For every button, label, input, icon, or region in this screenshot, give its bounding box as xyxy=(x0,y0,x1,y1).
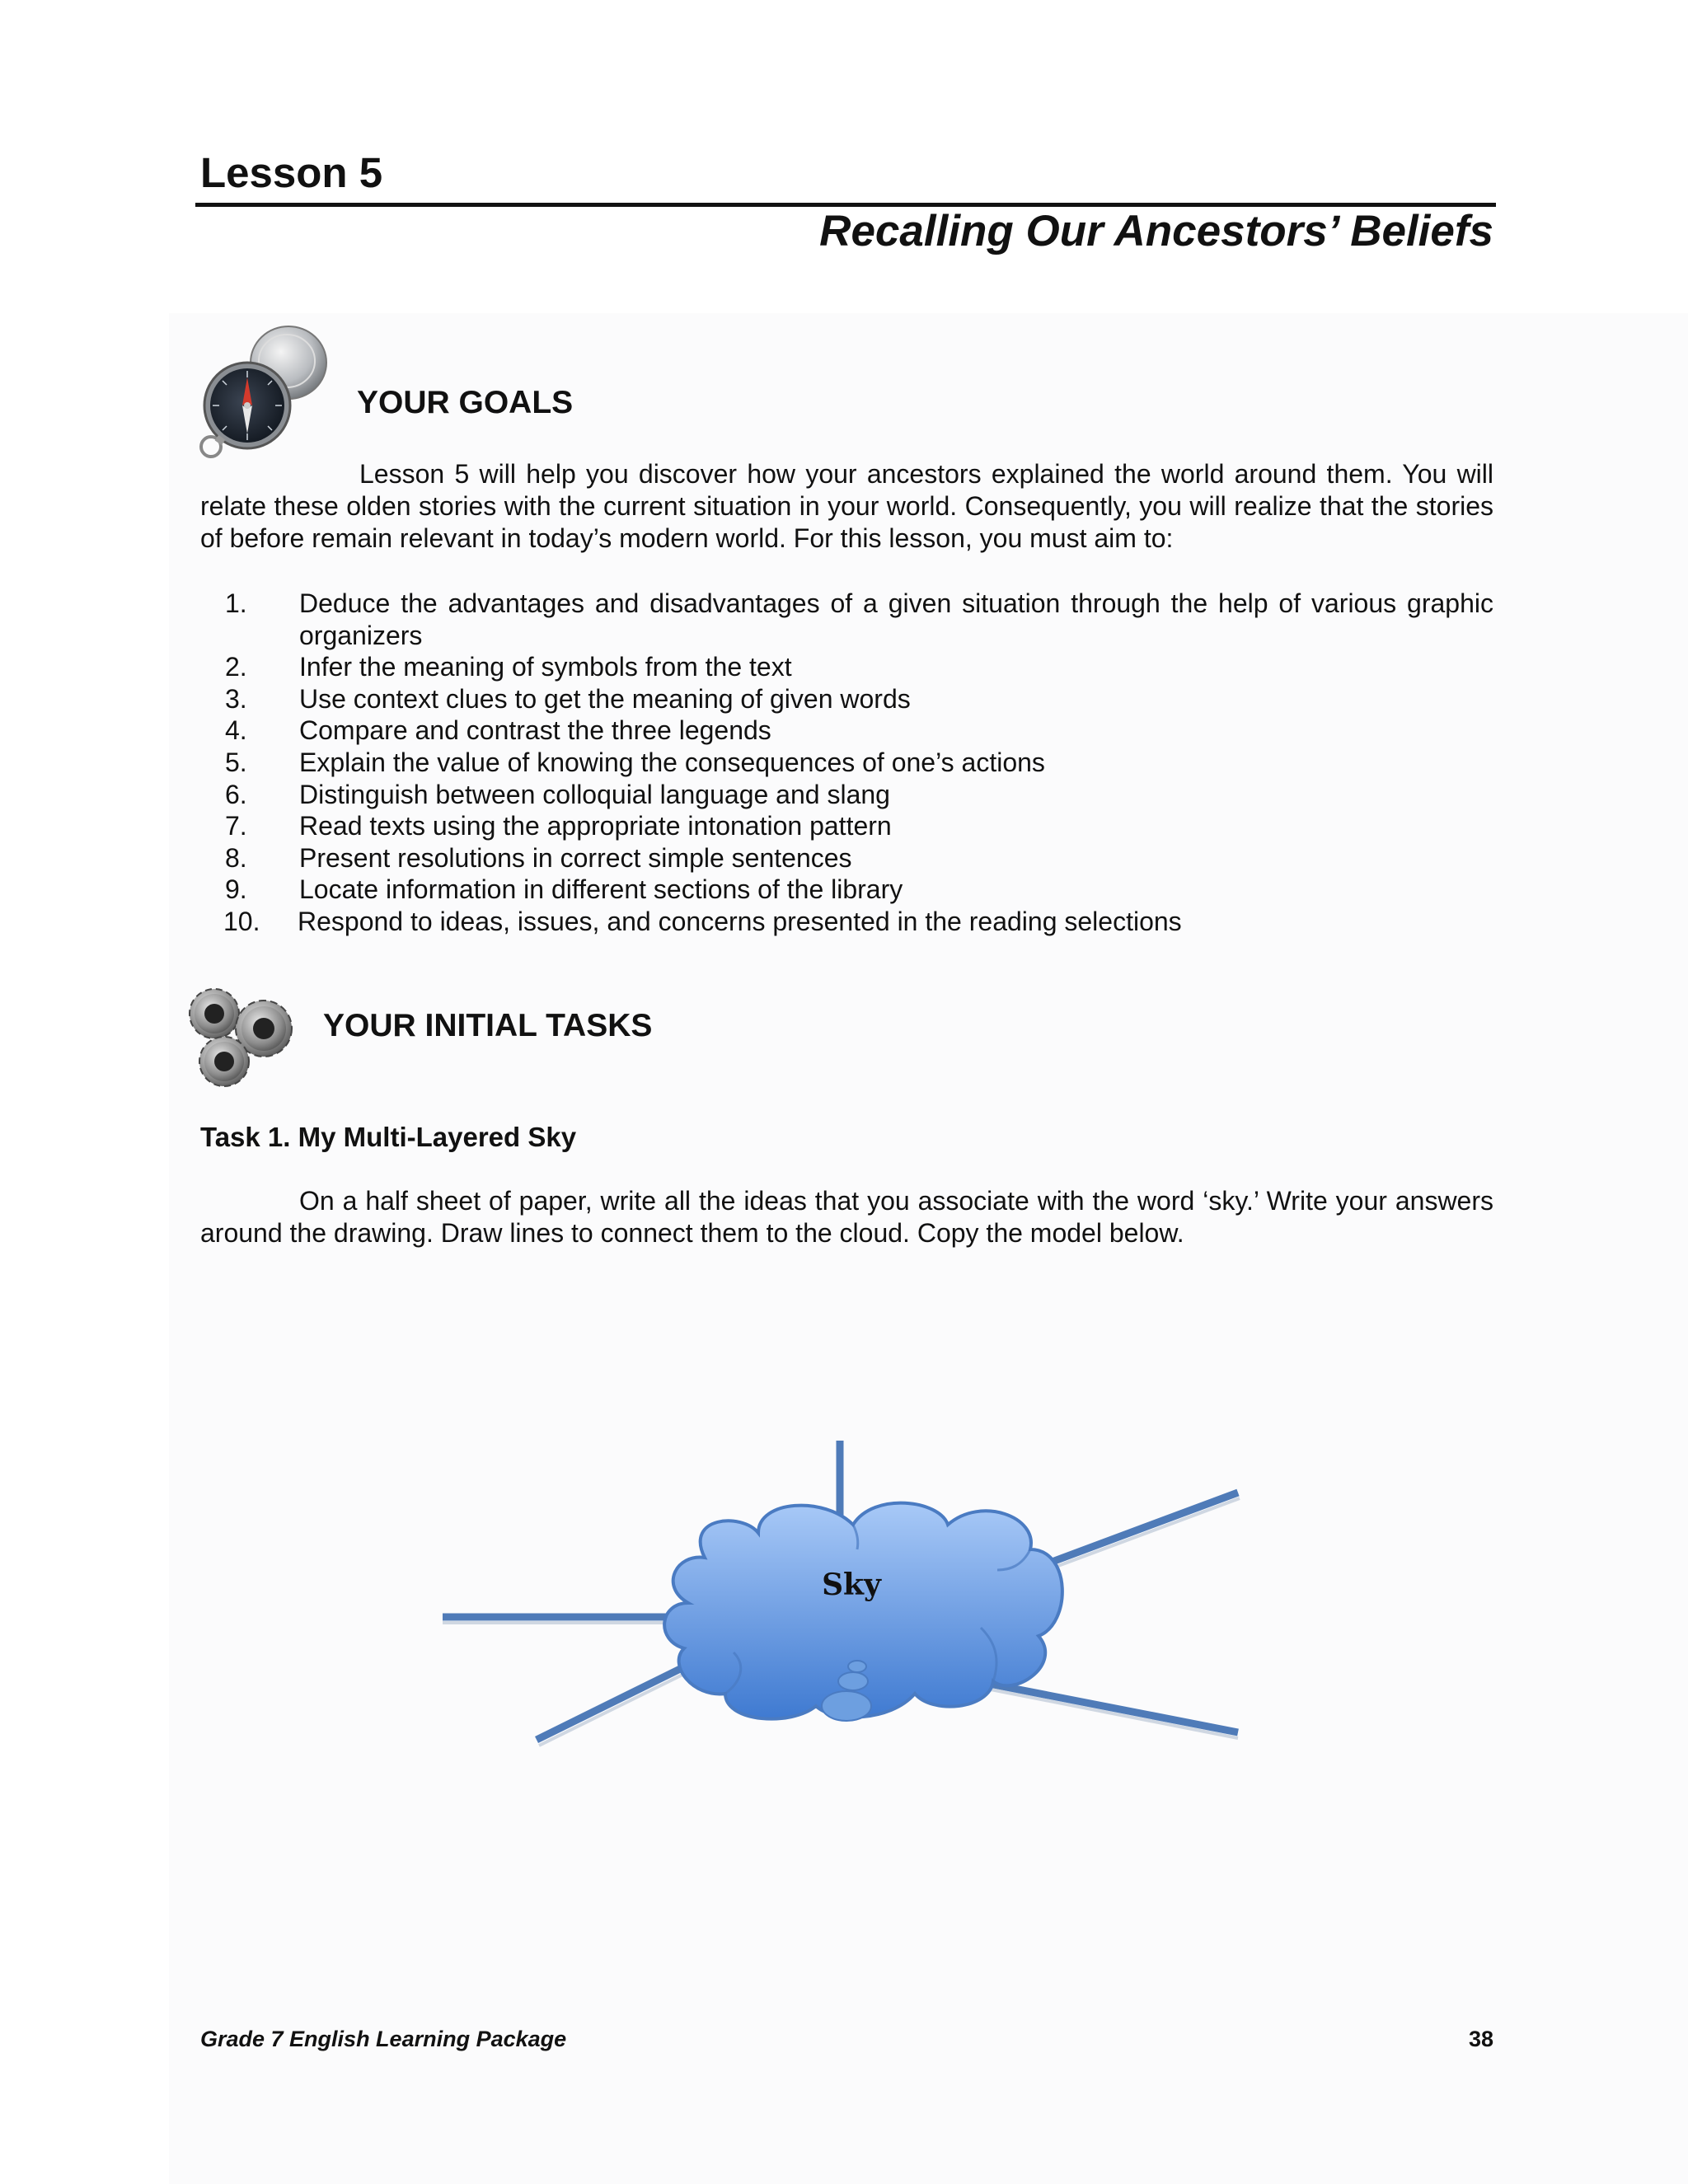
list-item: 4. Compare and contrast the three legends xyxy=(225,715,771,746)
list-item: 8. Present resolutions in correct simple sentences xyxy=(225,842,852,873)
list-item: 1. Deduce the advantages and disadvantages of a given situation through the help of various graphic organizers xyxy=(225,588,1493,650)
lesson-label: Lesson 5 xyxy=(200,149,383,196)
connector-line xyxy=(1041,1493,1238,1566)
list-item: 6. Distinguish between colloquial language and slang xyxy=(225,779,890,809)
list-item: 3. Use context clues to get the meaning of given words xyxy=(225,683,911,714)
task-title: Task 1. My Multi-Layered Sky xyxy=(200,1122,577,1152)
goals-heading: YOUR GOALS xyxy=(357,385,574,420)
connector-line xyxy=(989,1684,1238,1732)
list-item: 9. Locate information in different sections of the library xyxy=(225,874,903,905)
list-item: 2. Infer the meaning of symbols from the text xyxy=(225,652,792,682)
task-instructions: On a half sheet of paper, write all the ideas that you associate with the word ‘sky.’ Write your answers around the drawing. Draw lines to connect them to the cloud. Copy the model below. xyxy=(200,1186,1493,1248)
list-item: 10. Respond to ideas, issues, and concerns presented in the reading selections xyxy=(223,906,1182,936)
lesson-title: Recalling Our Ancestors’ Beliefs xyxy=(819,207,1493,255)
list-item: 5. Explain the value of knowing the consequences of one’s actions xyxy=(225,747,1045,777)
footer-package-title: Grade 7 English Learning Package xyxy=(200,2027,567,2051)
page-number: 38 xyxy=(1468,2027,1493,2051)
goals-intro: Lesson 5 will help you discover how your ancestors explained the world around them. You will relate these olden stories with the current situation in your world. Consequently, you will realize that the stories of before remain relevant in today’s modern world. For this lesson, you must aim to: xyxy=(200,459,1493,553)
list-item: 7. Read texts using the appropriate intonation pattern xyxy=(225,811,892,841)
cloud-label: Sky xyxy=(822,1568,881,1602)
initial-tasks-heading: YOUR INITIAL TASKS xyxy=(323,1008,653,1043)
